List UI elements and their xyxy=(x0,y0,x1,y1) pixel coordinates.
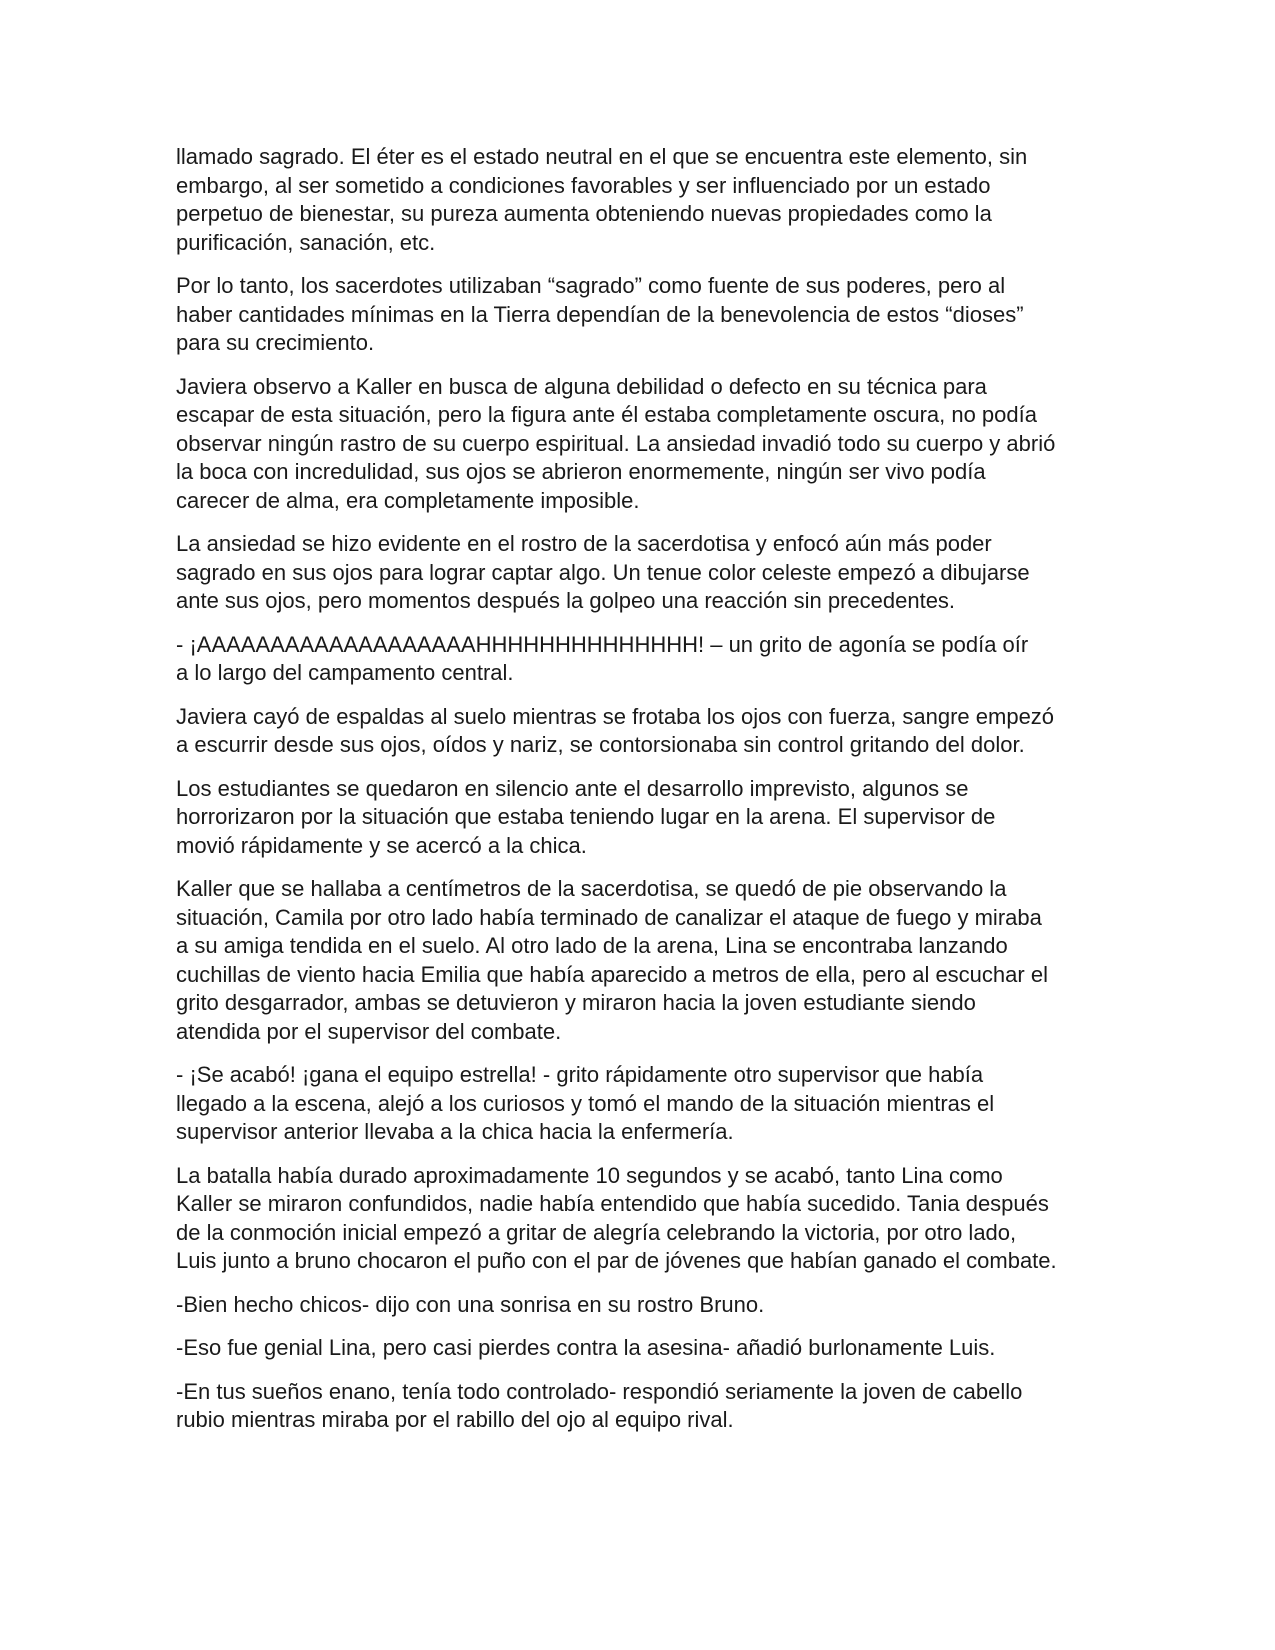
paragraph: llamado sagrado. El éter es el estado neutral en el que se encuentra este elemento, sin embargo, al ser sometido a condiciones favorables y ser influenciado por un estado perpetuo de bienestar, su pureza aumenta obteniendo nuevas propiedades como la purificación, sanación, etc. xyxy=(176,144,1028,255)
paragraph: Kaller que se hallaba a centímetros de la sacerdotisa, se quedó de pie observando la situación, Camila por otro lado había terminado de canalizar el ataque de fuego y miraba a su amiga tendida en el suelo. Al otro lado de la arena, Lina se encontraba lanzando cuchillas de viento hacia Emilia que había aparecido a metros de ella, pero al escuchar el grito desgarrador, ambas se detuvieron y miraron hacia la joven estudiante siendo atendida por el supervisor del combate. xyxy=(176,876,1048,1044)
paragraph: Los estudiantes se quedaron en silencio ante el desarrollo imprevisto, algunos se horrorizaron por la situación que estaba teniendo lugar en la arena. El supervisor de movió rápidamente y se acercó a la chica. xyxy=(176,775,996,858)
paragraph: - ¡Se acabó! ¡gana el equipo estrella! - grito rápidamente otro supervisor que había llegado a la escena, alejó a los curiosos y tomó el mando de la situación mientras el supervisor anterior llevaba a la chica hacia la enfermería. xyxy=(176,1062,995,1144)
paragraph: La ansiedad se hizo evidente en el rostro de la sacerdotisa y enfocó aún más poder sagrado en sus ojos para lograr captar algo. Un tenue color celeste empezó a dibujarse ante sus ojos, pero momentos después la golpeo una reacción sin precedentes. xyxy=(176,531,1030,613)
paragraph: -Eso fue genial Lina, pero casi pierdes contra la asesina- añadió burlonamente Luis. xyxy=(176,1335,996,1360)
paragraph: Javiera cayó de espaldas al suelo mientras se frotaba los ojos con fuerza, sangre empezó a escurrir desde sus ojos, oídos y nariz, se contorsionaba sin control gritando del dolor. xyxy=(176,703,1055,757)
paragraph: La batalla había durado aproximadamente 10 segundos y se acabó, tanto Lina como Kaller se miraron confundidos, nadie había entendido que había sucedido. Tania después de la conmoción inicial empezó a gritar de alegría celebrando la victoria, por otro lado, Luis junto a bruno chocaron el puño con el par de jóvenes que habían ganado el combate. xyxy=(176,1162,1057,1273)
paragraph: Por lo tanto, los sacerdotes utilizaban “sagrado” como fuente de sus poderes, pero al haber cantidades mínimas en la Tierra dependían de la benevolencia de estos “dioses” para su crecimiento. xyxy=(176,273,1024,355)
paragraph: -En tus sueños enano, tenía todo controlado- respondió seriamente la joven de cabello rubio mientras miraba por el rabillo del ojo al equipo rival. xyxy=(176,1378,1023,1432)
document-body xyxy=(176,143,1101,1450)
paragraph: - ¡AAAAAAAAAAAAAAAAAAAHHHHHHHHHHHHHH! – un grito de agonía se podía oír a lo largo del campamento central. xyxy=(176,631,1029,685)
paragraph: -Bien hecho chicos- dijo con una sonrisa en su rostro Bruno. xyxy=(176,1291,765,1317)
paragraph: Javiera observo a Kaller en busca de alguna debilidad o defecto en su técnica para escapar de esta situación, pero la figura ante él estaba completamente oscura, no podía observar ningún rastro de su cuerpo espiritual. La ansiedad invadió todo su cuerpo y abrió la boca con incredulidad, sus ojos se abrieron enormemente, ningún ser vivo podía carecer de alma, era completamente imposible. xyxy=(176,373,1056,513)
